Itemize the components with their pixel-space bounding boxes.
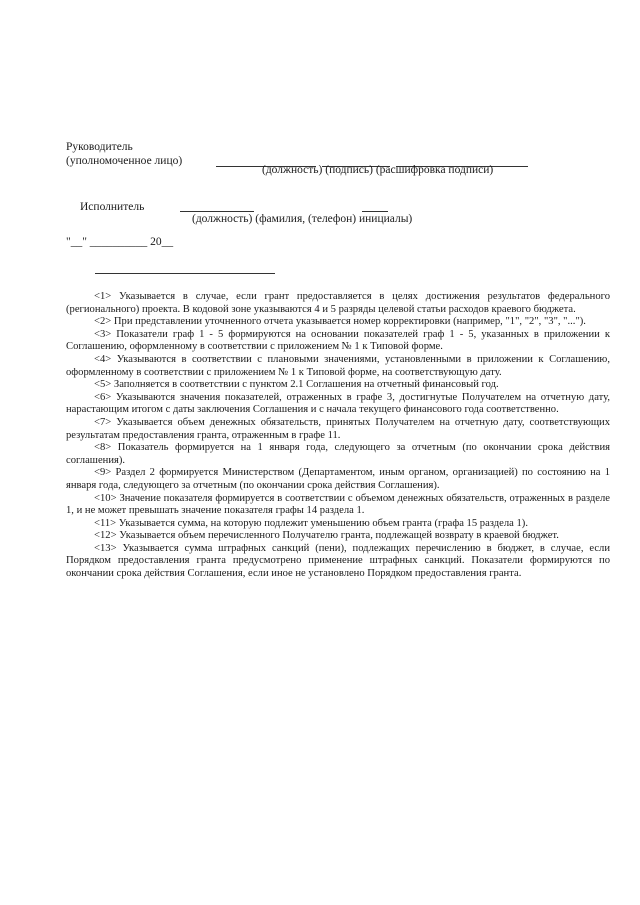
- date-field: "__" __________ 20__: [66, 236, 174, 248]
- footnote: <3> Показатели граф 1 - 5 формируются на основании показателей граф 1 - 5, указанных в приложении к Соглашению, оформленному в соответствии с приложением № 1 к Типовой форме.: [66, 328, 610, 353]
- footnote: <1> Указывается в случае, если грант предоставляется в целях достижения результатов федерального (регионального) проекта. В кодовой зоне указываются 4 и 5 разряды целевой статьи расходов краевого бюджета.: [66, 291, 610, 315]
- footnote: <10> Значение показателя формируется в соответствии с объемом денежных обязательств, отраженных в разделе 1, и не может превышать значение показателя графы 14 раздела 1.: [66, 492, 610, 517]
- executor-captions: (должность) (фамилия, (телефон) инициалы): [192, 213, 413, 225]
- executor-phone-line: [362, 211, 388, 212]
- footnote: <9> Раздел 2 формируется Министерством (Департаментом, иным органом, организацией) по состоянию на 1 января года, следующего за отчетным (по окончании срока действия Соглашения).: [66, 467, 610, 491]
- signature-captions: (должность) (подпись) (расшифровка подписи): [262, 164, 494, 176]
- footnote: <13> Указывается сумма штрафных санкций (пени), подлежащих перечислению в бюджет, в случае, если Порядком предоставления гранта предусмотрено применение штрафных санкций. Показатели формируются по окончании срока действия Соглашения, если иное не установлено Порядком предоставления гранта.: [66, 542, 610, 580]
- footnote-separator: [95, 273, 275, 274]
- footnote: <2> При представлении уточненного отчета указывается номер корректировки (например, "1", "2", "3", "...").: [94, 316, 586, 328]
- head-label: Руководитель: [66, 141, 133, 153]
- executor-position-line: [180, 211, 254, 212]
- footnote: <11> Указывается сумма, на которую подлежит уменьшению объем гранта (графа 15 раздела 1).: [94, 517, 528, 529]
- footnote: <8> Показатель формируется на 1 января года, следующего за отчетным (по окончании срока действия соглашения).: [66, 442, 610, 466]
- footnote: <6> Указываются значения показателей, отраженных в графе 3, достигнутые Получателем на отчетную дату, нарастающим итогом с даты заключения Соглашения и с начала текущего финансового года соответственно.: [66, 391, 610, 416]
- footnotes: [66, 291, 610, 581]
- executor-label: Исполнитель: [80, 201, 145, 213]
- footnote: <7> Указывается объем денежных обязательств, принятых Получателем на отчетную дату, соответствующих результатам предоставления гранта, отраженным в графе 11.: [66, 416, 610, 441]
- footnote: <4> Указываются в соответствии с плановыми значениями, установленными в приложении к Соглашению, оформленному в соответствии с приложением № 1 к Типовой форме, на соответствующую дату.: [66, 353, 610, 378]
- authorized-person-label: (уполномоченное лицо): [66, 155, 183, 167]
- footnote: <12> Указывается объем перечисленного Получателю гранта, подлежащей возврату в краевой бюджет.: [94, 530, 559, 542]
- footnote: <5> Заполняется в соответствии с пунктом 2.1 Соглашения на отчетный финансовый год.: [94, 379, 499, 391]
